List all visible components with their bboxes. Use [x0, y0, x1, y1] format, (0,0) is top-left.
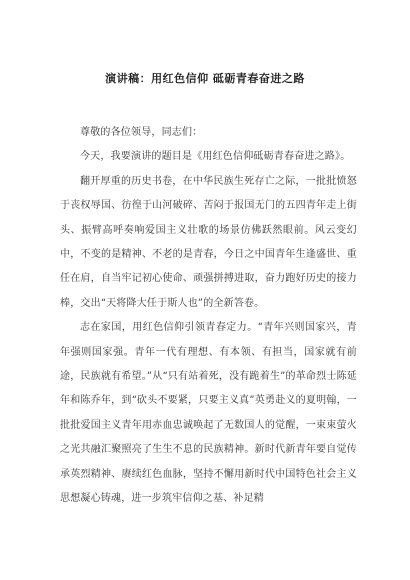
paragraph-2: 翻开厚重的历史书卷，在中华民族生死存亡之际，一批批愤怒于丧权辱国、彷徨于山河破碎、苦闷于报国无门的五四青年走上街头、振臂高呼奏响爱国主义壮歌的场景仿佛跃然眼前。风云变幻中，不变的是精神、不老的是青春，今日之中国青年生逢盛世、重任在肩，自当牢记初心使命、顽强拼搏进取，奋力跑好历史的接力棒，交出“天将降大任于斯人也”的全新答卷。 — [60, 175, 357, 309]
paragraph-3: 志在家国，用红色信仰引领青春定力。“青年兴则国家兴，青年强则国家强。青年一代有理想、有本领、有担当，国家就有前途，民族就有希望。”从“只有站着死，没有跪着生”的革命烈士陈延年和陈乔年，到“砍头不要紧，只要主义真”英勇赴义的夏明翰，一批批爱国主义青年用赤血忠诚唤起了无数国人的觉醒，一束束萤火之光共融汇聚照亮了生生不息的民族精神。新时代新青年要自觉传承英烈精神、赓续红色血脉，坚持不懈用新时代中国特色社会主义思想凝心铸魂，进一步筑牢信仰之基、补足精 — [60, 322, 357, 505]
paragraph-1: 今天，我要演讲的题目是《用红色信仰砥砺青春奋进之路》。 — [80, 151, 351, 163]
document-title: 演讲稿：用红色信仰 砥砺青春奋进之路 — [105, 72, 305, 85]
document-body — [60, 121, 357, 512]
greeting-line: 尊敬的各位领导，同志们： — [80, 127, 203, 138]
